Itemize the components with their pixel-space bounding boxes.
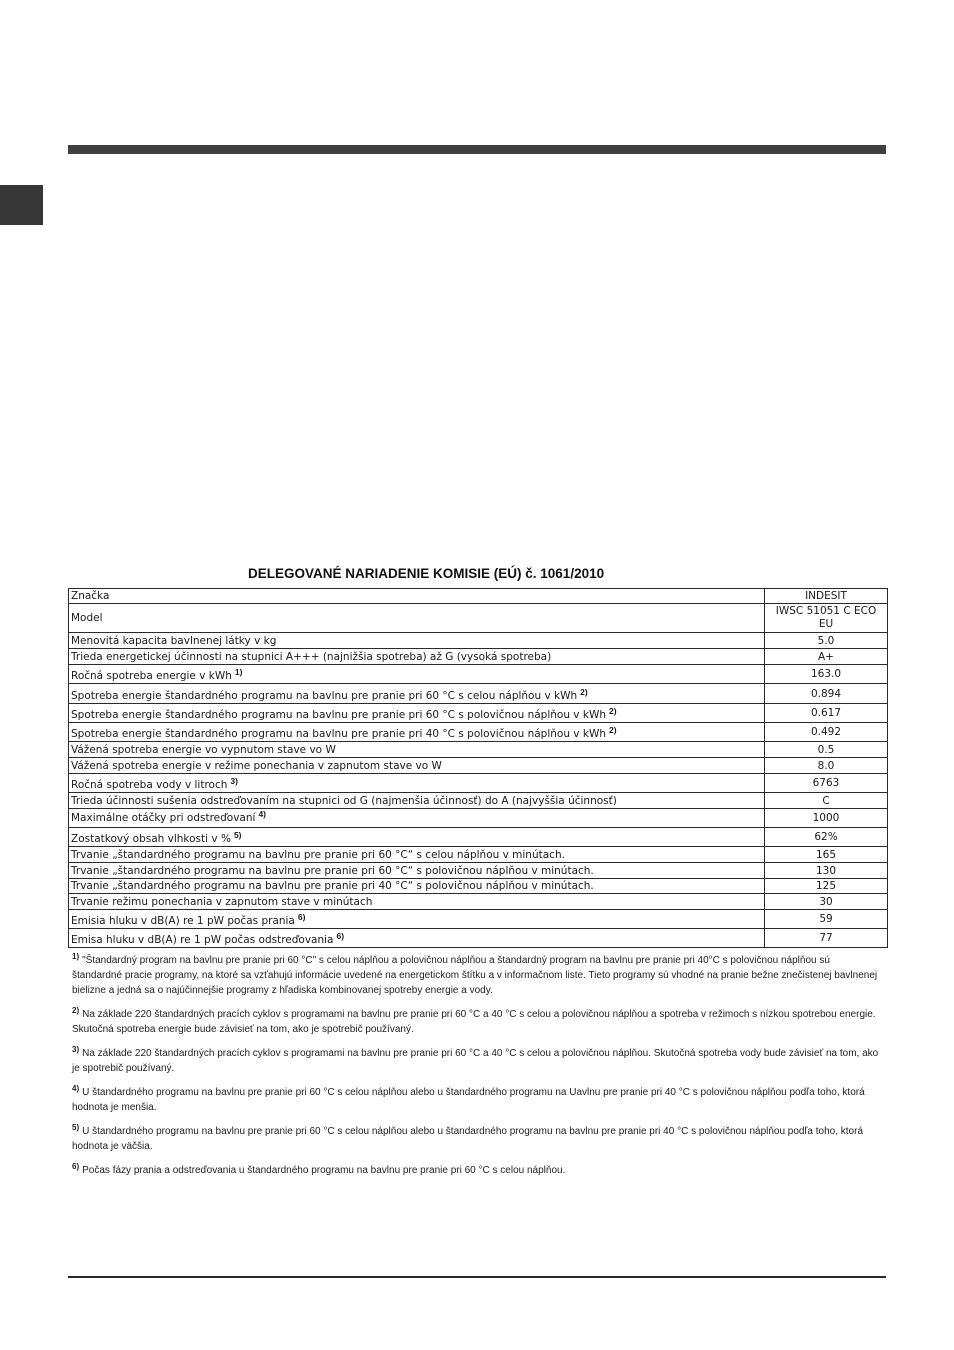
value-cell: 30 — [765, 894, 888, 910]
row-noise-spinning — [69, 929, 888, 948]
row-spin-drying-class — [69, 793, 888, 809]
label-cell — [69, 774, 765, 793]
row-annual-water — [69, 774, 888, 793]
row-label: Trvanie „štandardného programu na bavlnu pre pranie pri 40 °C“ s polovičnou náplňou v minútach. — [71, 880, 594, 892]
value-cell: 1000 — [765, 809, 888, 828]
footnote-text: Počas fázy prania a odstreďovania u štandardného programu na bavlnu pre pranie pri 60 °C s celou náplňou. — [82, 1165, 566, 1176]
row-remaining-moisture — [69, 828, 888, 847]
label-cell — [69, 793, 765, 809]
row-label: Ročná spotreba energie v kWh — [71, 670, 232, 682]
label-cell — [69, 589, 765, 604]
footnote-marker: 5) — [72, 1123, 80, 1132]
footnote-marker: 4) — [72, 1084, 80, 1093]
row-label: Zostatkový obsah vlhkosti v % — [71, 833, 231, 845]
row-label: Trvanie „štandardného programu na bavlnu pre pranie pri 60 °C“ s polovičnou náplňou v minútach. — [71, 864, 594, 877]
label-cell — [69, 758, 765, 774]
row-label: Trvanie režimu ponechania v zapnutom stave v minútach — [71, 895, 373, 908]
row-label: Trvanie „štandardného programu na bavlnu pre pranie pri 60 °C“ s celou náplňou v minútach. — [71, 848, 565, 861]
row-label: Značka — [71, 590, 110, 602]
row-power-off-mode — [69, 742, 888, 758]
value-cell: 59 — [765, 910, 888, 929]
row-power-left-on-mode — [69, 758, 888, 774]
row-label: Spotreba energie štandardného programu na bavlnu pre pranie pri 60 °C s polovičnou náplňou v kWh — [71, 709, 606, 721]
value-cell: 0.617 — [765, 704, 888, 723]
row-duration-60-half — [69, 863, 888, 879]
section-tab-marker — [0, 185, 43, 225]
footnote-ref: 4) — [258, 809, 266, 819]
label-cell — [69, 828, 765, 847]
footnote-text: Na základe 220 štandardných pracích cyklov s programami na bavlnu pre pranie pri 60 °C a 40 °C s celou a polovičnou náplňou a spotreba v režimoch s nízkou spotrebou energie. Skutočná spotreba energie bude závisieť na tom, ako je spotrebič používaný. — [72, 1009, 876, 1035]
label-cell — [69, 742, 765, 758]
row-energy-60-half — [69, 704, 888, 723]
value-cell: 130 — [765, 863, 888, 879]
label-cell — [69, 929, 765, 948]
value-cell: 6763 — [765, 774, 888, 793]
label-cell — [69, 684, 765, 704]
row-label: Spotreba energie štandardného programu na bavlnu pre pranie pri 40 °C s polovičnou náplňou v kWh — [71, 728, 606, 740]
label-cell — [69, 704, 765, 723]
row-duration-60-full — [69, 847, 888, 863]
row-label: Vážená spotreba energie v režime ponechania v zapnutom stave vo W — [71, 759, 442, 772]
row-duration-40-half — [69, 879, 888, 894]
row-model — [69, 604, 888, 633]
footer-rule — [68, 1276, 886, 1278]
footnote-marker: 6) — [72, 1162, 80, 1171]
row-label: Vážená spotreba energie vo vypnutom stave vo W — [71, 743, 336, 756]
label-cell — [69, 879, 765, 894]
model-value: IWSC 51051 C ECO EU — [775, 605, 877, 630]
footnote-marker: 1) — [72, 952, 80, 961]
footnote-marker: 2) — [72, 1006, 80, 1015]
label-cell — [69, 847, 765, 863]
footnote — [72, 1046, 882, 1076]
footnote-ref: 6) — [336, 931, 345, 941]
footnote-ref: 2) — [608, 706, 617, 716]
value-cell: 5.0 — [765, 633, 888, 649]
label-cell — [69, 649, 765, 665]
row-label: Ročná spotreba vody v litroch — [71, 779, 228, 791]
value-cell: 163.0 — [765, 665, 888, 684]
value-cell: 0.894 — [765, 684, 888, 704]
value-cell: INDESIT — [765, 589, 888, 604]
row-label: Maximálne otáčky pri odstreďovaní — [71, 812, 256, 824]
footnote-ref: 6) — [297, 912, 306, 922]
label-cell — [69, 723, 765, 742]
footnote-ref: 2) — [608, 725, 617, 735]
row-noise-washing — [69, 910, 888, 929]
label-cell — [69, 604, 765, 633]
row-label: Emisa hluku v dB(A) re 1 pW počas odstreďovania — [71, 934, 334, 946]
value-cell: 0.492 — [765, 723, 888, 742]
label-cell — [69, 633, 765, 649]
row-brand — [69, 589, 888, 604]
footnote — [72, 1163, 882, 1178]
row-max-spin-speed — [69, 809, 888, 828]
footnote-ref: 3) — [230, 776, 238, 786]
row-label: Model — [71, 612, 103, 624]
row-label: Trieda účinnosti sušenia odstreďovaním na stupnici od G (najmenšia účinnosť) do A (najvyššia účinnosť) — [71, 794, 617, 807]
footnote-ref: 5) — [233, 830, 242, 840]
value-cell: 62% — [765, 828, 888, 847]
footnote — [72, 1124, 882, 1154]
footnote — [72, 953, 882, 998]
value-cell: C — [765, 793, 888, 809]
label-cell — [69, 665, 765, 684]
row-energy-class — [69, 649, 888, 665]
footnotes — [72, 953, 882, 1187]
footnote-ref: 1) — [234, 667, 243, 677]
product-fiche-table — [68, 588, 888, 948]
label-cell — [69, 809, 765, 828]
row-duration-left-on — [69, 894, 888, 910]
row-annual-energy — [69, 665, 888, 684]
value-cell: 125 — [765, 879, 888, 894]
row-rated-capacity — [69, 633, 888, 649]
row-energy-60-full — [69, 684, 888, 704]
footnote-text: Na základe 220 štandardných pracích cyklov s programami na bavlnu pre pranie pri 60 °C a 40 °C s celou a polovičnou náplňou. Skutočná spotreba vody bude závisieť na tom, ako je spotrebič používaný. — [72, 1048, 879, 1074]
label-cell — [69, 910, 765, 929]
header-rule — [68, 145, 886, 154]
footnote-ref: 2) — [580, 687, 588, 697]
value-cell: 77 — [765, 929, 888, 948]
value-cell: 165 — [765, 847, 888, 863]
row-label: Spotreba energie štandardného programu na bavlnu pre pranie pri 60 °C s celou náplňou v kWh — [71, 690, 578, 702]
footnote-text: U štandardného programu na bavlnu pre pranie pri 60 °C s celou náplňou alebo u štandardného programu na bavlnu pre pranie pri 40 °C s polovičnou náplňou podľa toho, ktorá hodnota je väčšia. — [72, 1126, 863, 1152]
footnote-marker: 3) — [72, 1045, 80, 1054]
value-cell: 0.5 — [765, 742, 888, 758]
row-label: Emisia hluku v dB(A) re 1 pW počas prania — [71, 915, 295, 927]
footnote — [72, 1007, 882, 1037]
value-cell: 8.0 — [765, 758, 888, 774]
value-cell: A+ — [765, 649, 888, 665]
label-cell — [69, 863, 765, 879]
footnote — [72, 1085, 882, 1115]
value-cell — [765, 604, 888, 633]
footnote-text: U štandardného programu na bavlnu pre pranie pri 60 °C s celou náplňou alebo u štandardného programu na Uavlnu pre pranie pri 40 °C s polovičnou náplňou podľa toho, ktorá hodnota je menšia. — [72, 1087, 865, 1113]
row-label: Menovitá kapacita bavlnenej látky v kg — [71, 634, 277, 647]
row-energy-40-half — [69, 723, 888, 742]
footnote-text: "Štandardný program na bavlnu pre pranie pri 60 °C" s celou náplňou a polovičnou náplňou a štandardný program na bavlnu pre pranie pri 40°C s polovičnou náplňou sú štandardné pracie programy, na ktoré sa vzťahujú informácie uvedené na energetickom štítku a v informačnom liste. Tieto programy sú vhodné na pranie bežne znečistenej bavlnenej bielizne a jedná sa o najúčinnejšie programy z hľadiska kombinovanej spotreby energie a vody. — [72, 955, 878, 996]
page-title: DELEGOVANÉ NARIADENIE KOMISIE (EÚ) č. 1061/2010 — [248, 566, 605, 581]
row-label: Trieda energetickej účinnosti na stupnici A+++ (najnižšia spotreba) až G (vysoká spotreba) — [71, 650, 552, 663]
label-cell — [69, 894, 765, 910]
